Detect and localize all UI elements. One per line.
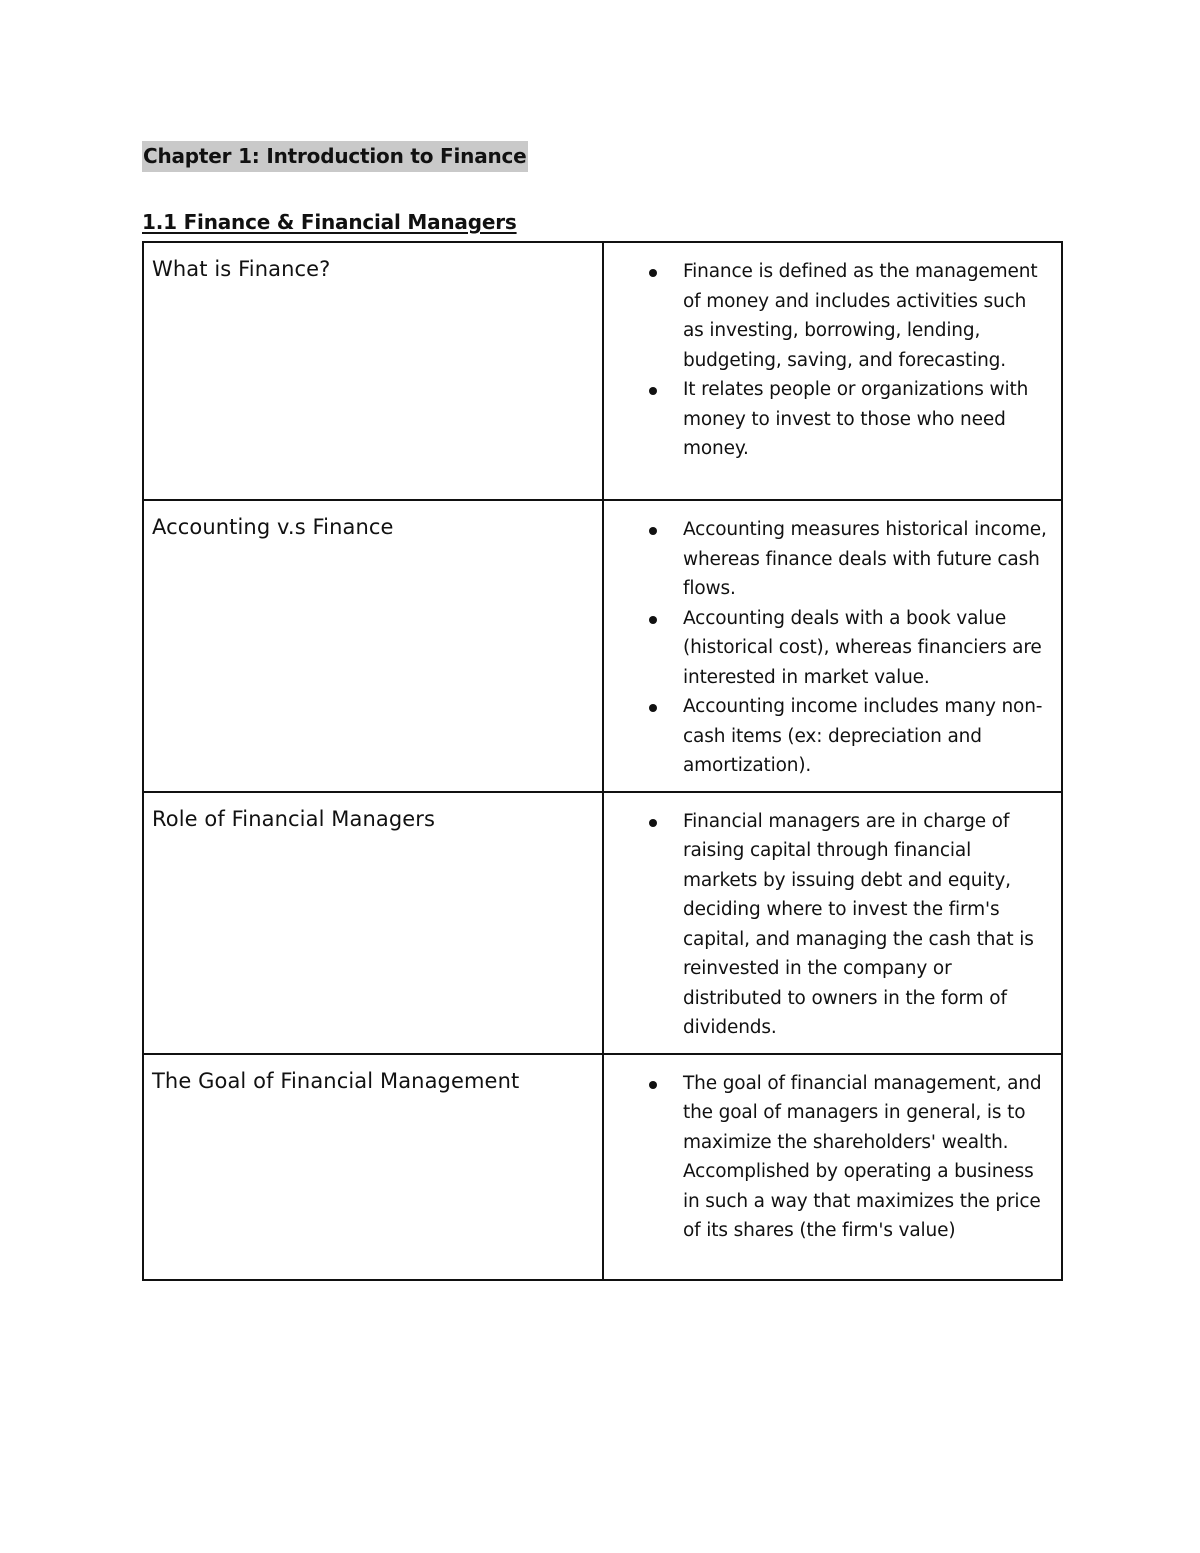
topic-cell: [143, 242, 603, 500]
table-row: [143, 792, 1062, 1054]
list-item-text: The goal of financial management, and the goal of managers in general, is to maximize the shareholders' wealth. Accomplished by operating a business in such a way that maximizes the price of its shares (the firm's value): [683, 1072, 1042, 1241]
list-item: [604, 515, 1051, 604]
list-item-text: Accounting income includes many non-cash items (ex: depreciation and amortization).: [683, 696, 1043, 776]
list-item: [604, 375, 1051, 464]
detail-cell: [603, 500, 1062, 792]
table-row: [143, 500, 1062, 792]
list-item-text: Finance is defined as the management of money and includes activities such as investing, borrowing, lending, budgeting, saving, and forecasting.: [683, 261, 1038, 371]
bullet-list: [604, 793, 1061, 1053]
list-item: [604, 1069, 1051, 1246]
bullet-icon: [649, 527, 657, 535]
list-item-text: Accounting measures historical income, whereas finance deals with future cash flows.: [683, 519, 1047, 599]
topic-label: What is Finance?: [152, 257, 331, 281]
bullet-icon: [649, 1081, 657, 1089]
bullet-icon: [649, 616, 657, 624]
bullet-icon: [649, 387, 657, 395]
bullet-list: [604, 501, 1061, 791]
list-item-text: Accounting deals with a book value (historical cost), whereas financiers are interested in market value.: [683, 607, 1042, 688]
topic-cell: [143, 1054, 603, 1280]
list-item: [604, 604, 1051, 693]
bullet-icon: [649, 269, 657, 277]
section-title: 1.1 Finance & Financial Managers: [142, 210, 517, 234]
table-row: [143, 242, 1062, 500]
bullet-list: [604, 243, 1061, 474]
topic-cell: [143, 500, 603, 792]
notes-table: [142, 241, 1063, 1281]
topic-cell: [143, 792, 603, 1054]
chapter-title: Chapter 1: Introduction to Finance: [142, 141, 528, 172]
bullet-list: [604, 1055, 1061, 1256]
list-item: [604, 257, 1051, 375]
topic-label: Accounting v.s Finance: [152, 515, 394, 539]
detail-cell: [603, 792, 1062, 1054]
table-row: [143, 1054, 1062, 1280]
list-item-text: Financial managers are in charge of raising capital through financial markets by issuing debt and equity, deciding where to invest the firm's capital, and managing the cash that is reinvested in the company or distributed to owners in the form of dividends.: [683, 810, 1034, 1038]
list-item: [604, 807, 1051, 1043]
bullet-icon: [649, 819, 657, 827]
list-item-text: It relates people or organizations with money to invest to those who need money.: [683, 379, 1029, 459]
list-item: [604, 692, 1051, 781]
topic-label: The Goal of Financial Management: [152, 1068, 520, 1093]
detail-cell: [603, 242, 1062, 500]
bullet-icon: [649, 704, 657, 712]
topic-label: Role of Financial Managers: [152, 806, 436, 831]
detail-cell: [603, 1054, 1062, 1280]
